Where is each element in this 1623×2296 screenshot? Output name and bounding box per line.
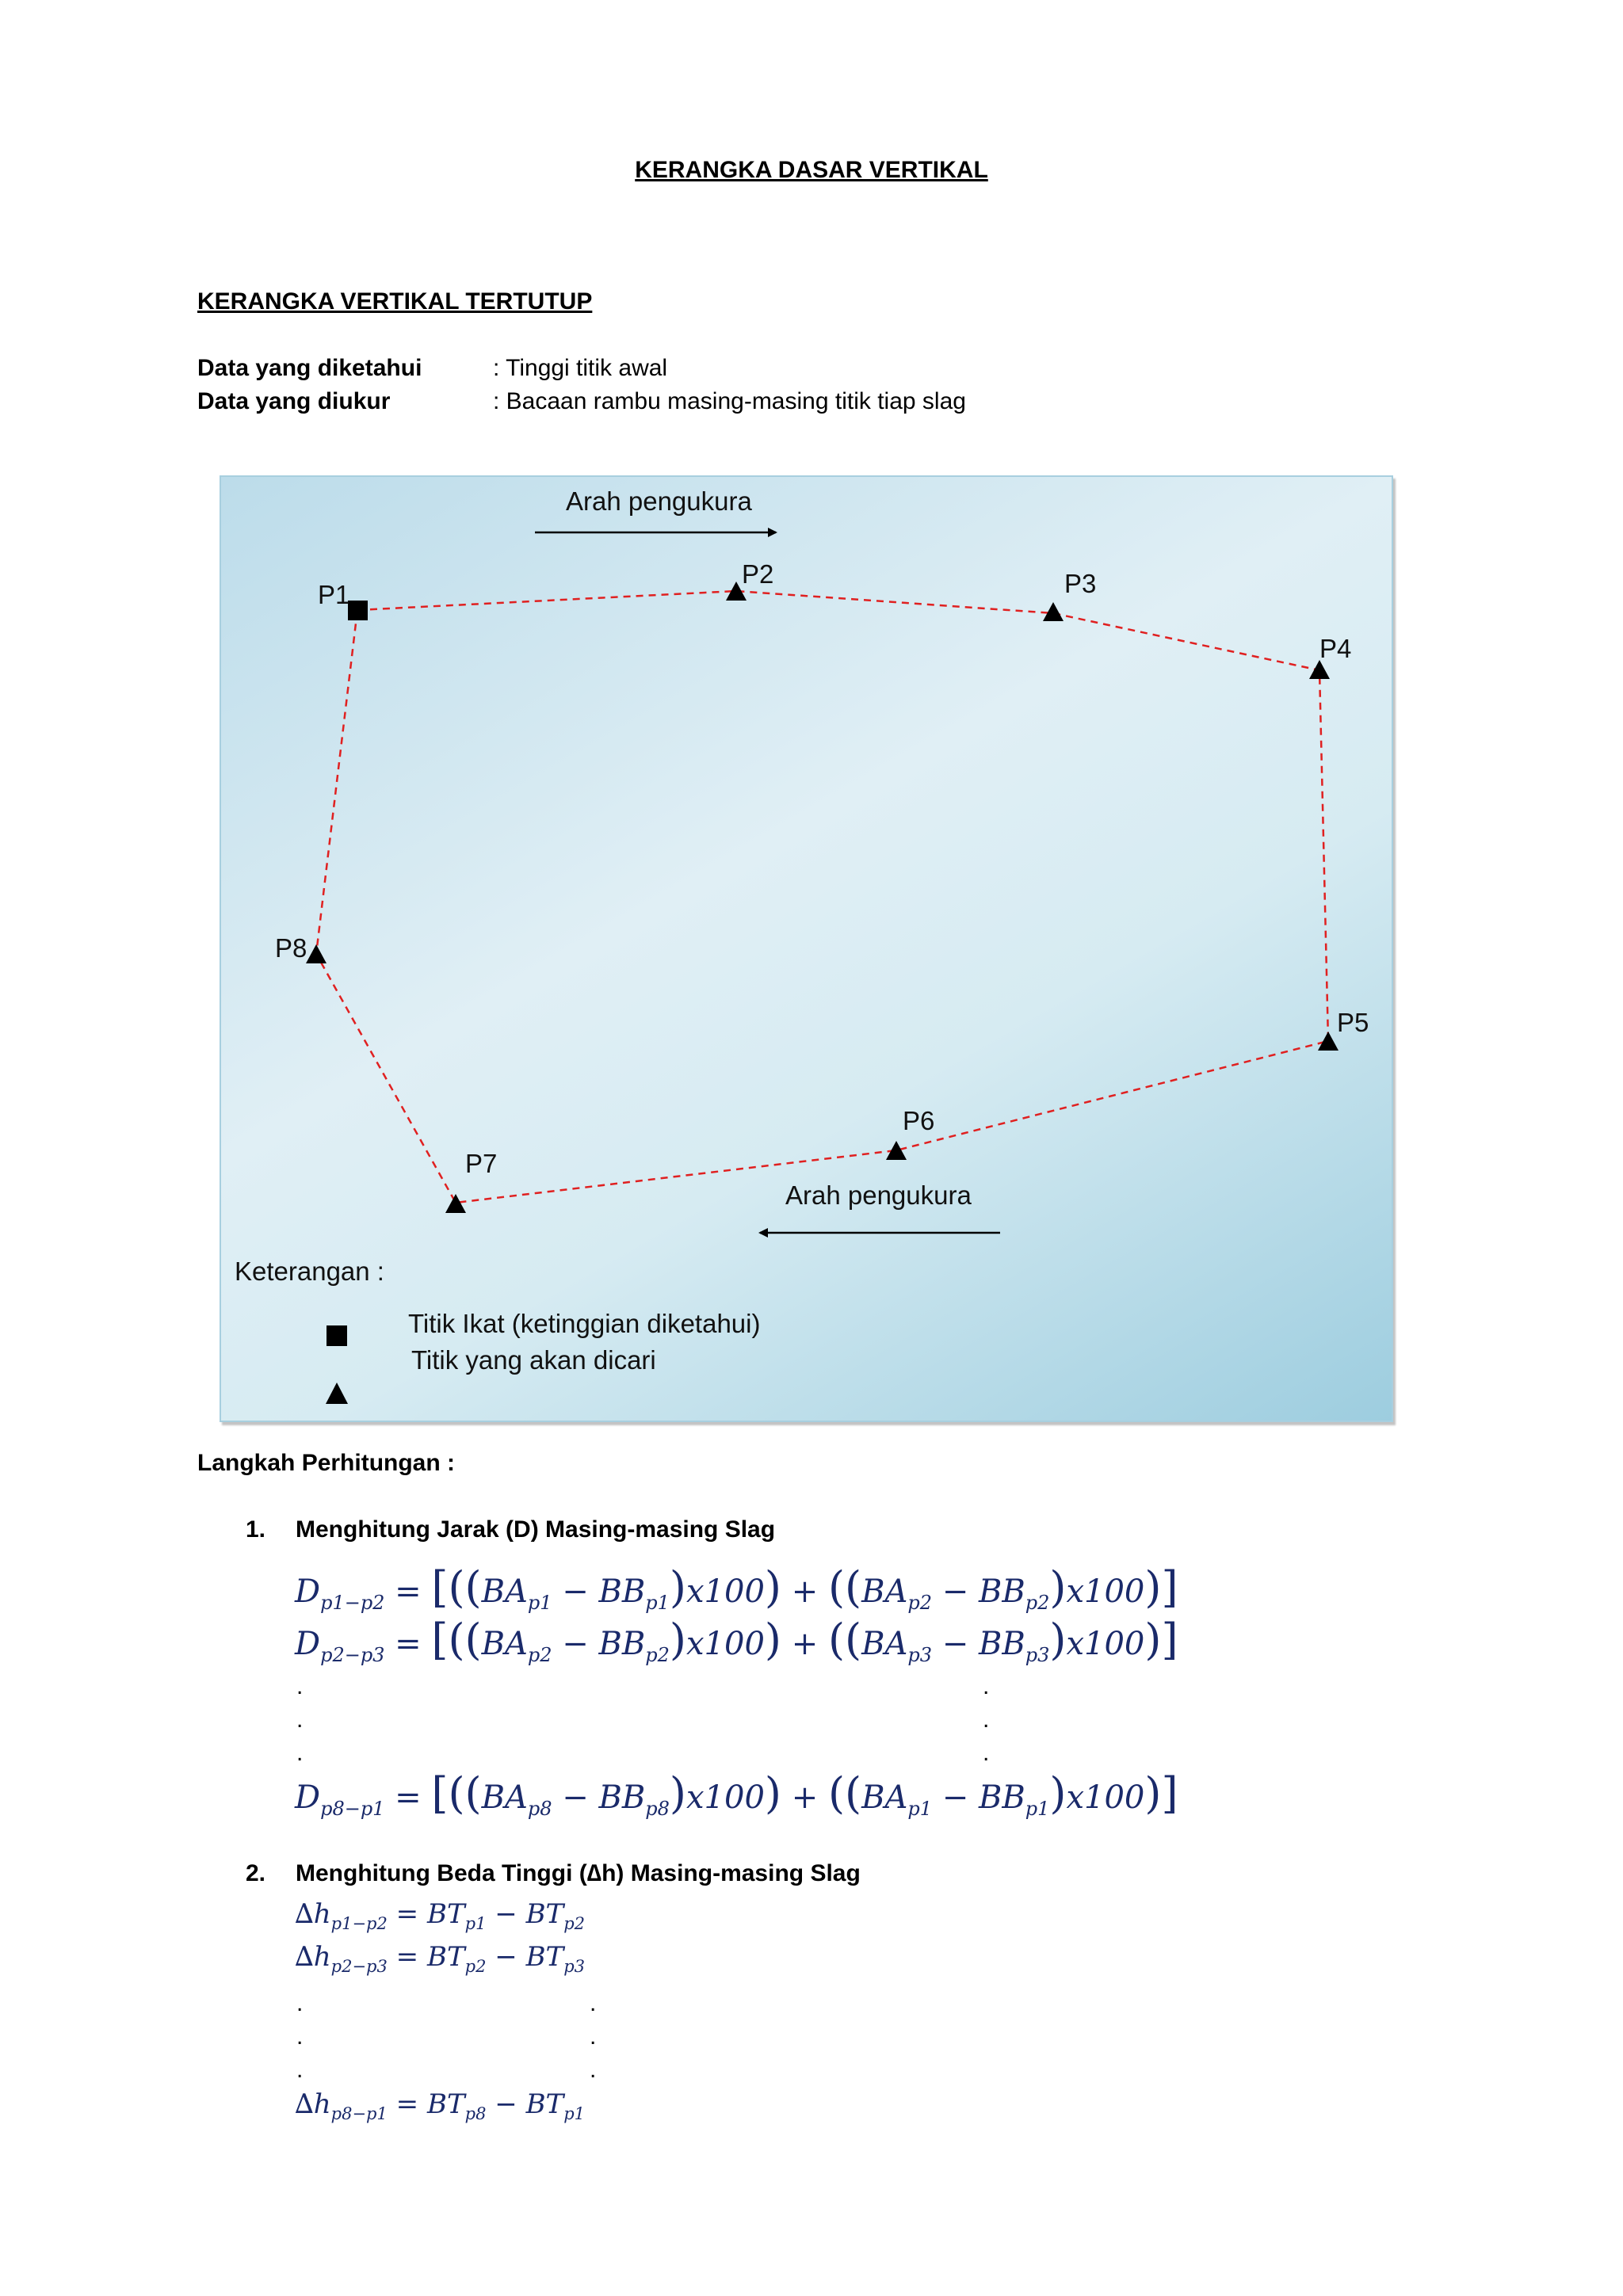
page-title: KERANGKA DASAR VERTIKAL (635, 157, 988, 183)
ellipsis-dot: . (296, 1990, 304, 2016)
traverse-svg (221, 477, 1392, 1421)
ellipsis-dot: . (983, 1707, 990, 1733)
ellipsis-dot: . (296, 1707, 304, 1733)
point-p1-square-icon (348, 601, 368, 620)
info-value-measured: : Bacaan rambu masing-masing titik tiap slag (493, 388, 966, 414)
point-label-p7: P7 (465, 1149, 498, 1178)
point-p8-triangle-icon (306, 944, 327, 963)
ellipsis-dot: . (296, 2023, 304, 2050)
step1-title: Menghitung Jarak (D) Masing-masing Slag (296, 1516, 776, 1543)
ellipsis-dot: . (983, 1740, 990, 1766)
ellipsis-dot: . (296, 1673, 304, 1699)
ellipsis-dot: . (296, 2057, 304, 2083)
equation-d-p1-p2: $D_{p1-p2} = [((BA_{p1} - BB_{p1})x100) + ((BA_{p2} - BB_{p2})x100)]$ (295, 1562, 1178, 1614)
legend-square-icon (327, 1325, 347, 1346)
point-label-p8: P8 (275, 933, 307, 963)
ellipsis-dot: . (590, 2057, 597, 2083)
point-label-p6: P6 (903, 1106, 935, 1135)
arrow-bottom-label: Arah pengukura (785, 1180, 972, 1210)
ellipsis-dot: . (296, 1740, 304, 1766)
point-label-p5: P5 (1337, 1008, 1369, 1037)
point-label-p2: P2 (742, 559, 774, 589)
point-label-p4: P4 (1319, 634, 1352, 663)
info-label-measured: Data yang diukur (197, 388, 391, 414)
point-p7-triangle-icon (445, 1194, 466, 1213)
point-p5-triangle-icon (1318, 1032, 1338, 1051)
section-title: KERANGKA VERTIKAL TERTUTUP (197, 288, 593, 315)
info-value-known: : Tinggi titik awal (493, 355, 668, 381)
traverse-diagram (220, 475, 1393, 1422)
step2-title: Menghitung Beda Tinggi (∆h) Masing-masing Slag (296, 1860, 861, 1886)
equation-d-p8-p1: $D_{p8-p1} = [((BA_{p8} - BB_{p8})x100) + ((BA_{p1} - BB_{p1})x100)]$ (295, 1768, 1178, 1820)
legend-known-text: Titik Ikat (ketinggian diketahui) (408, 1309, 761, 1338)
legend-triangle-icon (326, 1383, 348, 1404)
step2-number: 2. (246, 1860, 266, 1886)
steps-title: Langkah Perhitungan : (197, 1450, 456, 1476)
ellipsis-dot: . (590, 2023, 597, 2050)
point-p3-triangle-icon (1043, 602, 1064, 621)
point-label-p3: P3 (1064, 569, 1097, 598)
equation-dh-p8-p1: $\Delta h_{p8-p1} = BT_{p8} - BT_{p1}$ (295, 2088, 586, 2123)
step1-number: 1. (246, 1516, 266, 1543)
point-label-p1: P1 (318, 580, 350, 609)
info-label-known: Data yang diketahui (197, 355, 422, 381)
ellipsis-dot: . (983, 1673, 990, 1699)
traverse-line (316, 591, 1328, 1203)
arrow-top-label: Arah pengukura (566, 486, 752, 516)
ellipsis-dot: . (590, 1990, 597, 2016)
equation-d-p2-p3: $D_{p2-p3} = [((BA_{p2} - BB_{p2})x100) + ((BA_{p3} - BB_{p3})x100)]$ (295, 1615, 1178, 1666)
equation-dh-p1-p2: $\Delta h_{p1-p2} = BT_{p1} - BT_{p2}$ (295, 1898, 586, 1933)
equation-dh-p2-p3: $\Delta h_{p2-p3} = BT_{p2} - BT_{p3}$ (295, 1941, 586, 1976)
legend-title: Keterangan : (235, 1257, 384, 1286)
legend-unknown-text: Titik yang akan dicari (411, 1345, 656, 1375)
